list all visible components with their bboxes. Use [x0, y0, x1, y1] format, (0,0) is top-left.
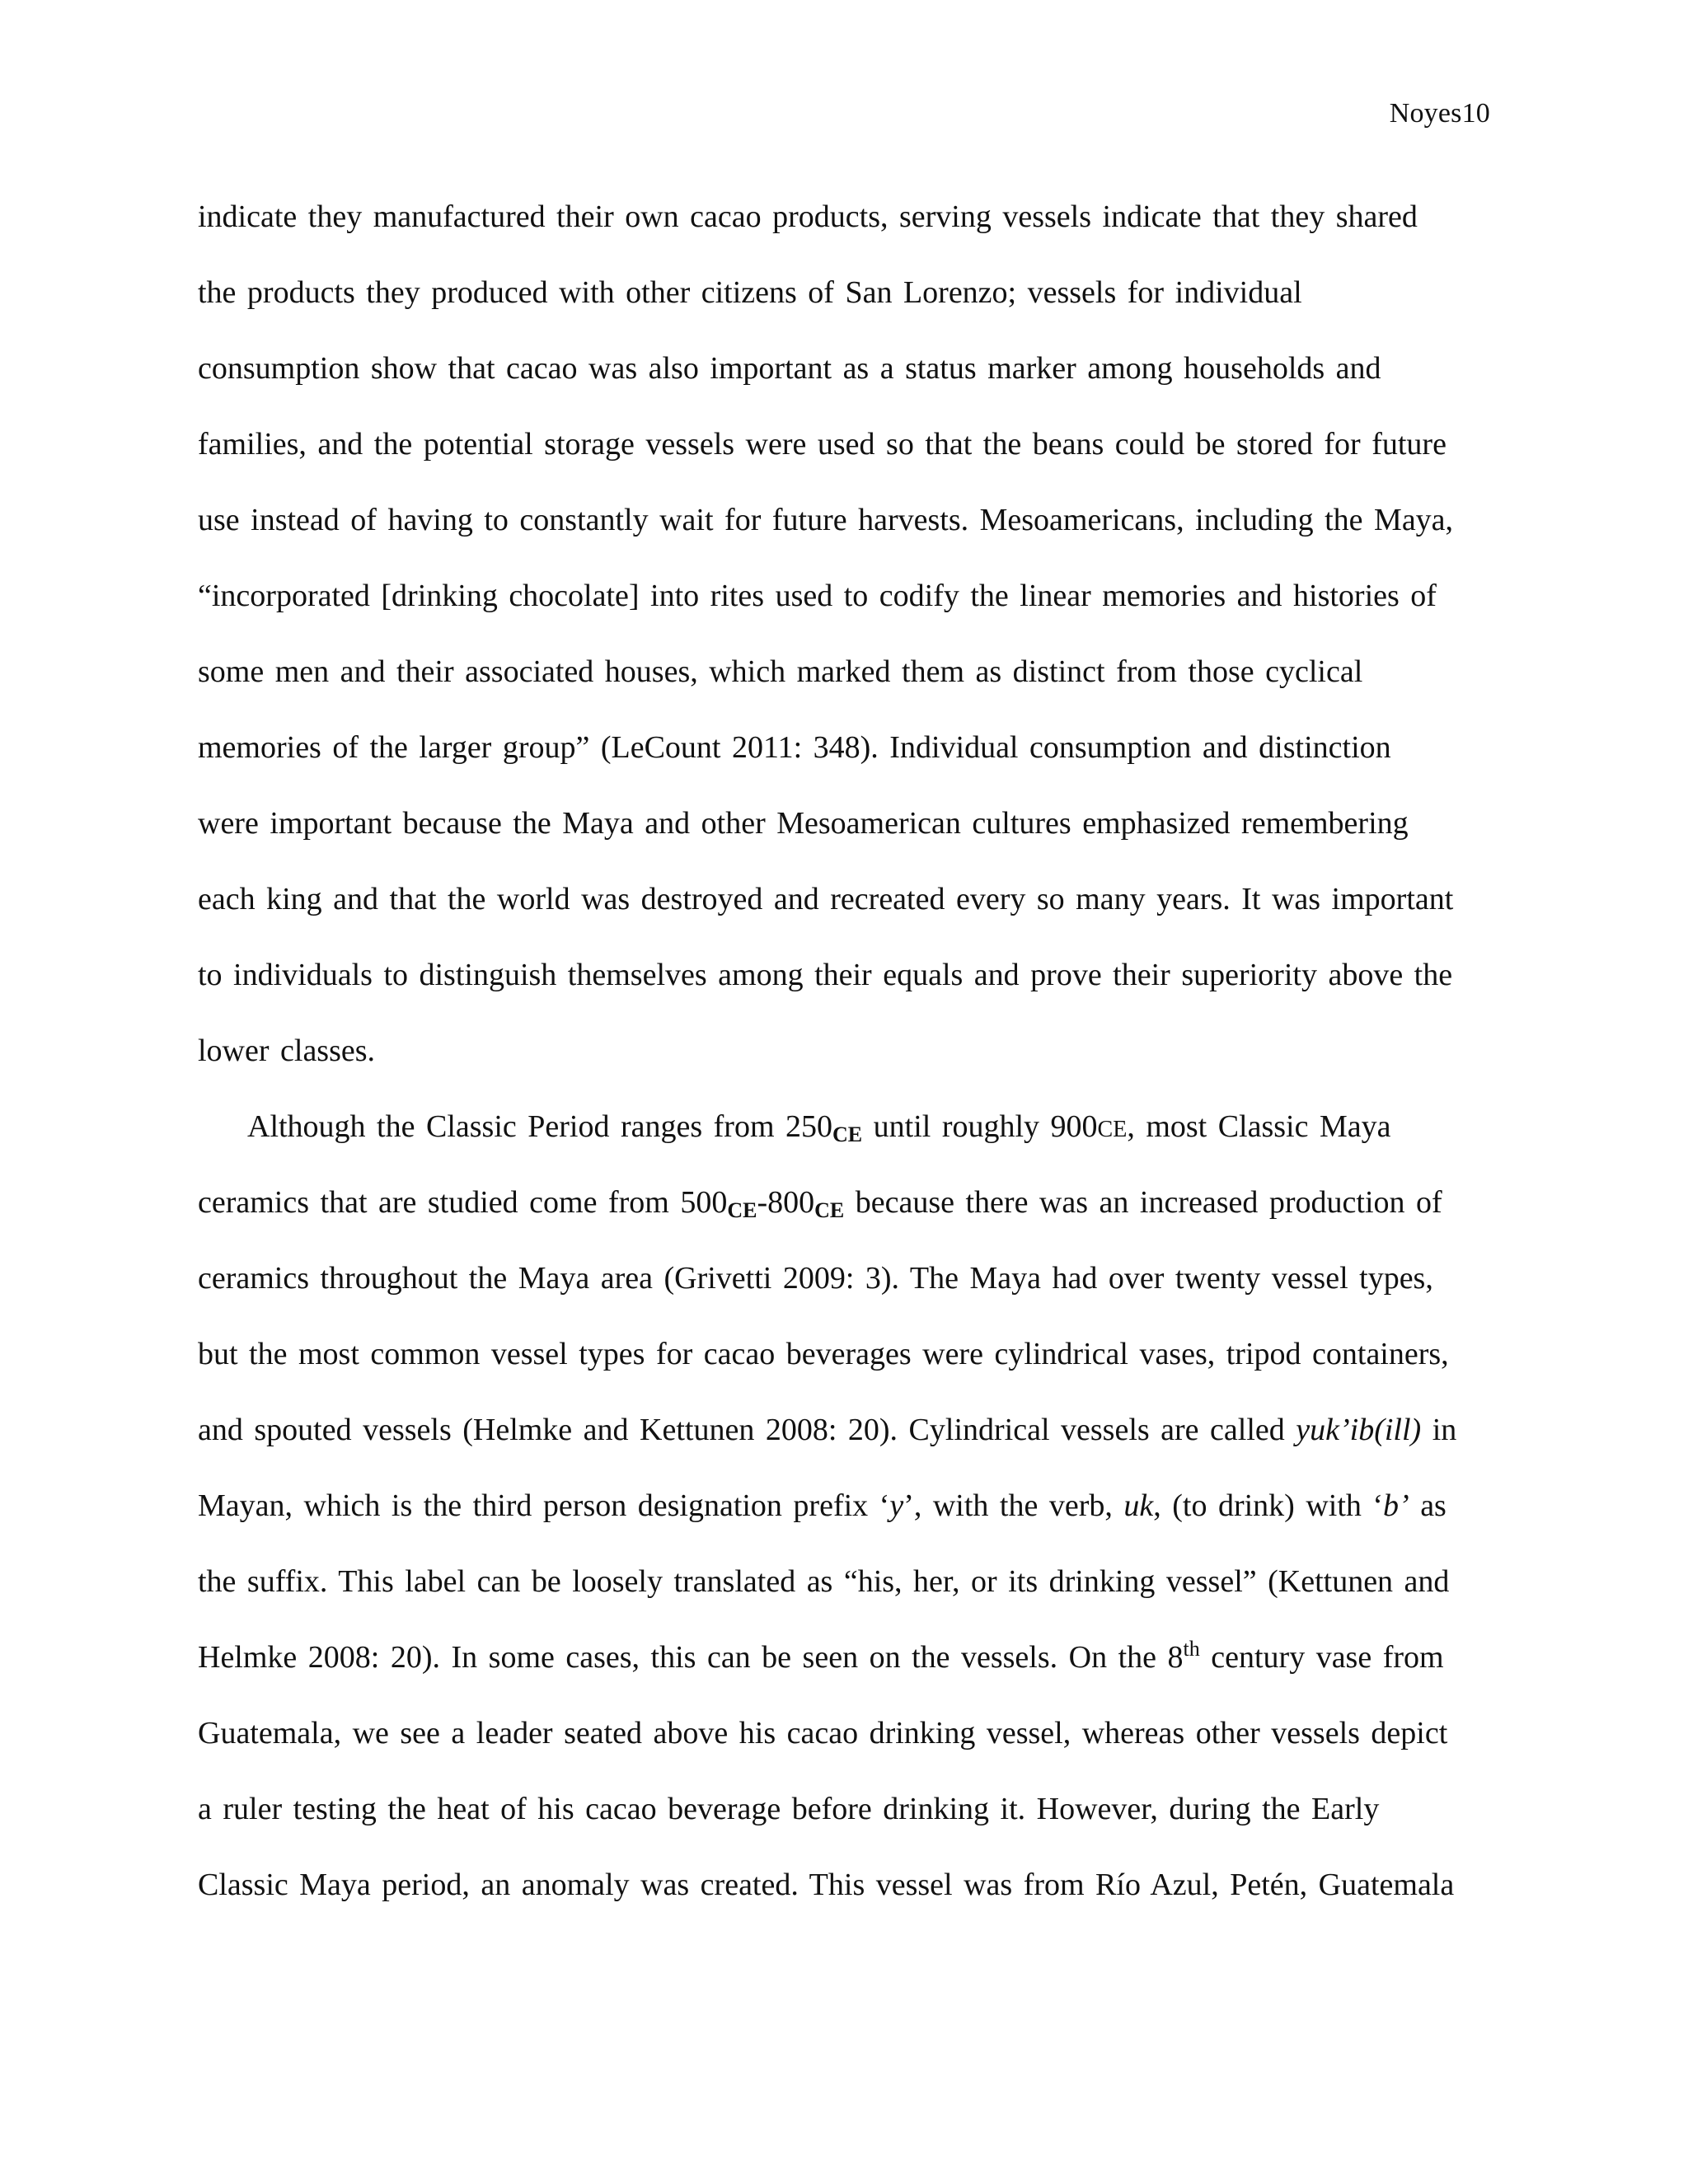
text-run: -800: [757, 1185, 815, 1220]
era-abbreviation: CE: [814, 1198, 845, 1222]
text-line: Classic Maya period, an anomaly was created. This vessel was from Río Azul, Petén, Guatemala: [198, 1868, 1455, 1902]
mayan-term: b’: [1383, 1488, 1409, 1523]
text-line: [198, 1408, 1484, 1484]
body-text: [198, 195, 1484, 1939]
mayan-term: yuk’ib(ill): [1296, 1413, 1422, 1447]
text-run: Mayan, which is the third person designation prefix ‘: [198, 1488, 890, 1523]
text-run: until roughly 900: [862, 1109, 1098, 1144]
text-line: families, and the potential storage vessels were used so that the beans could be stored for future: [198, 427, 1447, 462]
text-line: a ruler testing the heat of his cacao beverage before drinking it. However, during the Early: [198, 1792, 1380, 1826]
text-line: “incorporated [drinking chocolate] into rites used to codify the linear memories and histories of: [198, 579, 1437, 613]
era-abbreviation: CE: [727, 1198, 757, 1222]
text-line: but the most common vessel types for cacao beverages were cylindrical vases, tripod containers,: [198, 1337, 1449, 1371]
text-run: in: [1421, 1413, 1457, 1447]
era-abbreviation: CE: [832, 1122, 863, 1146]
text-run: , most Classic Maya: [1127, 1109, 1391, 1144]
mayan-term: y: [889, 1488, 904, 1523]
running-head: Noyes10: [1389, 98, 1490, 129]
text-run: Although the Classic Period ranges from 250: [247, 1109, 833, 1144]
era-abbreviation: CE: [1097, 1117, 1128, 1142]
text-line: memories of the larger group” (LeCount 2011: 348). Individual consumption and distinction: [198, 730, 1391, 765]
text-run: century vase from: [1199, 1640, 1444, 1675]
text-line: some men and their associated houses, which marked them as distinct from those cyclical: [198, 654, 1363, 689]
text-line: Guatemala, we see a leader seated above his cacao drinking vessel, whereas other vessels depict: [198, 1716, 1448, 1750]
paragraph-2: [198, 1105, 1484, 1939]
text-line: lower classes.: [198, 1033, 376, 1068]
text-line: consumption show that cacao was also important as a status marker among households and: [198, 351, 1381, 386]
text-run: as: [1409, 1488, 1447, 1523]
text-line: to individuals to distinguish themselves among their equals and prove their superiority above the: [198, 958, 1453, 992]
text-line: [198, 1181, 1484, 1257]
text-line: [198, 1484, 1484, 1560]
text-line: [198, 1105, 1484, 1181]
text-line: [198, 1636, 1484, 1712]
text-run: and spouted vessels (Helmke and Kettunen 2008: 20). Cylindrical vessels are called: [198, 1413, 1296, 1447]
paragraph-1: [198, 195, 1484, 1105]
text-run: ’, with the verb,: [903, 1488, 1124, 1523]
text-line: use instead of having to constantly wait for future harvests. Mesoamericans, including the Maya,: [198, 503, 1454, 537]
text-run: ceramics that are studied come from 500: [198, 1185, 728, 1220]
text-line: each king and that the world was destroyed and recreated every so many years. It was important: [198, 882, 1454, 916]
text-line: the suffix. This label can be loosely translated as “his, her, or its drinking vessel” (Kettunen and: [198, 1564, 1450, 1599]
text-line: indicate they manufactured their own cacao products, serving vessels indicate that they shared: [198, 199, 1418, 234]
text-line: were important because the Maya and other Mesoamerican cultures emphasized remembering: [198, 806, 1409, 841]
mayan-term: uk: [1123, 1488, 1154, 1523]
text-run: because there was an increased production of: [844, 1185, 1442, 1220]
text-line: the products they produced with other citizens of San Lorenzo; vessels for individual: [198, 275, 1302, 310]
ordinal-suffix: th: [1183, 1637, 1200, 1661]
text-run: , (to drink) with ‘: [1153, 1488, 1384, 1523]
text-run: Helmke 2008: 20). In some cases, this can be seen on the vessels. On the 8: [198, 1640, 1184, 1675]
text-line: ceramics throughout the Maya area (Grivetti 2009: 3). The Maya had over twenty vessel types,: [198, 1261, 1433, 1296]
